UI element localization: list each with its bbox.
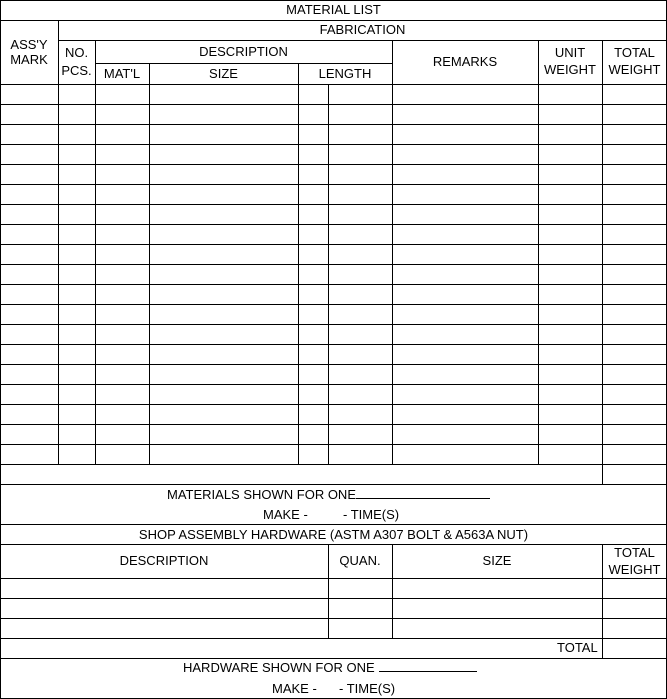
title-divider [0,20,667,21]
hardware-cell-quan[interactable] [329,599,392,618]
col-divider-matl-header [149,63,150,84]
material-cell-total-weight[interactable] [603,245,667,264]
material-cell-matl[interactable] [96,105,149,124]
material-cell-matl[interactable] [96,365,149,384]
material-cell-assy-mark[interactable] [1,125,58,144]
hardware-cell-total-weight[interactable] [603,579,667,598]
material-cell-length-b[interactable] [329,325,392,344]
material-cell-assy-mark[interactable] [1,205,58,224]
material-cell-length-b[interactable] [329,125,392,144]
material-cell-no-pcs[interactable] [59,385,95,404]
material-cell-size[interactable] [150,225,298,244]
material-cell-total-weight[interactable] [603,345,667,364]
material-cell-matl[interactable] [96,145,149,164]
hardware-times-label: - TIME(S) [339,681,396,696]
material-cell-matl[interactable] [96,225,149,244]
material-cell-total-weight[interactable] [603,125,667,144]
material-cell-remarks[interactable] [393,385,538,404]
materials-make-label: MAKE - [263,507,308,522]
hardware-cell-quan[interactable] [329,579,392,598]
col-divider-unit-weight-header [602,40,603,84]
total-weight-header-line2: WEIGHT [608,62,661,77]
material-cell-length-b[interactable] [329,265,392,284]
material-cell-length-a[interactable] [299,445,328,464]
material-cell-no-pcs[interactable] [59,185,95,204]
material-cell-assy-mark[interactable] [1,265,58,284]
hardware-cell-description[interactable] [1,579,328,598]
material-cell-total-weight[interactable] [603,385,667,404]
material-cell-no-pcs[interactable] [59,285,95,304]
material-cell-size[interactable] [150,445,298,464]
material-cell-matl[interactable] [96,325,149,344]
material-cell-assy-mark[interactable] [1,445,58,464]
hardware-cell-description[interactable] [1,599,328,618]
material-cell-assy-mark[interactable] [1,185,58,204]
col-divider-remarks-header [538,40,539,84]
material-cell-no-pcs[interactable] [59,165,95,184]
materials-footer-top [0,484,667,485]
material-cell-total-weight[interactable] [603,185,667,204]
material-cell-no-pcs[interactable] [59,265,95,284]
matl-header: MAT'L [103,66,141,81]
hardware-title-top [0,524,667,525]
material-cell-unit-weight[interactable] [539,225,602,244]
material-cell-remarks[interactable] [393,205,538,224]
description-header: DESCRIPTION [199,44,288,59]
material-cell-unit-weight[interactable] [539,405,602,424]
material-cell-length-b[interactable] [329,205,392,224]
material-cell-size[interactable] [150,325,298,344]
material-cell-no-pcs[interactable] [59,405,95,424]
material-cell-size[interactable] [150,345,298,364]
materials-times-label: - TIME(S) [343,507,400,522]
assy-mark-header-line1: ASS'Y [10,37,48,52]
hardware-total-value-cell[interactable] [602,638,667,658]
material-cell-matl[interactable] [96,125,149,144]
material-cell-length-a[interactable] [299,205,328,224]
no-pcs-header-line2: PCS. [61,63,92,78]
material-cell-remarks[interactable] [393,305,538,324]
material-cell-no-pcs[interactable] [59,305,95,324]
material-cell-total-weight[interactable] [603,325,667,344]
material-cell-unit-weight[interactable] [539,385,602,404]
material-cell-size[interactable] [150,165,298,184]
material-cell-remarks[interactable] [393,325,538,344]
material-cell-size[interactable] [150,365,298,384]
material-list-title: MATERIAL LIST [286,2,381,17]
material-cell-remarks[interactable] [393,185,538,204]
material-cell-remarks[interactable] [393,425,538,444]
material-cell-no-pcs[interactable] [59,125,95,144]
material-cell-length-b[interactable] [329,445,392,464]
material-cell-length-b[interactable] [329,365,392,384]
material-cell-remarks[interactable] [393,365,538,384]
material-cell-length-a[interactable] [299,105,328,124]
material-cell-length-a[interactable] [299,405,328,424]
material-cell-size[interactable] [150,425,298,444]
material-cell-assy-mark[interactable] [1,305,58,324]
material-row-line [0,464,667,465]
material-cell-remarks[interactable] [393,265,538,284]
material-cell-length-a[interactable] [299,85,328,104]
material-cell-size[interactable] [150,305,298,324]
material-cell-length-a[interactable] [299,325,328,344]
material-cell-unit-weight[interactable] [539,265,602,284]
material-cell-length-b[interactable] [329,245,392,264]
assy-mark-header-line2: MARK [10,52,48,67]
material-cell-remarks[interactable] [393,405,538,424]
material-cell-unit-weight[interactable] [539,85,602,104]
material-cell-length-a[interactable] [299,225,328,244]
material-cell-unit-weight[interactable] [539,305,602,324]
material-cell-length-a[interactable] [299,185,328,204]
material-cell-length-b[interactable] [329,305,392,324]
material-cell-unit-weight[interactable] [539,125,602,144]
material-cell-no-pcs[interactable] [59,425,95,444]
material-cell-matl[interactable] [96,165,149,184]
material-cell-length-b[interactable] [329,385,392,404]
material-cell-assy-mark[interactable] [1,85,58,104]
material-cell-length-b[interactable] [329,85,392,104]
material-cell-assy-mark[interactable] [1,425,58,444]
hardware-footer-top [0,658,667,659]
material-cell-matl[interactable] [96,305,149,324]
material-cell-assy-mark[interactable] [1,165,58,184]
hardware-header-top [0,544,667,545]
material-cell-unit-weight[interactable] [539,185,602,204]
material-cell-matl[interactable] [96,85,149,104]
material-cell-size[interactable] [150,105,298,124]
col-divider-no-pcs-header [95,40,96,84]
material-cell-length-a[interactable] [299,265,328,284]
material-cell-length-a[interactable] [299,165,328,184]
material-cell-size[interactable] [150,205,298,224]
material-cell-remarks[interactable] [393,125,538,144]
material-cell-matl[interactable] [96,445,149,464]
material-cell-total-weight[interactable] [603,305,667,324]
material-cell-matl[interactable] [96,185,149,204]
materials-shown-for-one-label: MATERIALS SHOWN FOR ONE [167,487,356,502]
material-cell-assy-mark[interactable] [1,285,58,304]
material-cell-length-a[interactable] [299,345,328,364]
material-cell-length-b[interactable] [329,165,392,184]
material-cell-length-a[interactable] [299,365,328,384]
material-cell-total-weight[interactable] [603,225,667,244]
material-cell-matl[interactable] [96,385,149,404]
size-header: SIZE [209,66,238,81]
material-cell-size[interactable] [150,125,298,144]
material-cell-length-a[interactable] [299,285,328,304]
hardware-size-header: SIZE [482,553,512,568]
material-cell-unit-weight[interactable] [539,245,602,264]
material-cell-remarks[interactable] [393,145,538,164]
material-cell-unit-weight[interactable] [539,145,602,164]
material-cell-unit-weight[interactable] [539,285,602,304]
material-cell-length-b[interactable] [329,425,392,444]
material-cell-size[interactable] [150,385,298,404]
material-cell-size[interactable] [150,265,298,284]
hardware-rows-bottom [0,638,667,639]
material-cell-unit-weight[interactable] [539,205,602,224]
hardware-total-label: TOTAL [557,640,598,655]
material-cell-remarks[interactable] [393,165,538,184]
material-cell-no-pcs[interactable] [59,345,95,364]
material-cell-no-pcs[interactable] [59,105,95,124]
materials-shown-for-one [167,488,490,502]
material-cell-no-pcs[interactable] [59,365,95,384]
material-cell-no-pcs[interactable] [59,85,95,104]
material-cell-matl[interactable] [96,265,149,284]
material-cell-total-weight[interactable] [603,85,667,104]
hardware-description-header: DESCRIPTION [119,553,209,568]
material-cell-size[interactable] [150,285,298,304]
hardware-shown-for-one-label: HARDWARE SHOWN FOR ONE [183,660,375,675]
hardware-cell-quan[interactable] [329,619,392,638]
material-cell-assy-mark[interactable] [1,385,58,404]
hardware-cell-size[interactable] [393,619,602,638]
material-cell-total-weight[interactable] [603,365,667,384]
material-cell-assy-mark[interactable] [1,105,58,124]
material-cell-matl[interactable] [96,245,149,264]
material-cell-no-pcs[interactable] [59,445,95,464]
material-cell-size[interactable] [150,245,298,264]
material-cell-assy-mark[interactable] [1,225,58,244]
material-cell-matl[interactable] [96,285,149,304]
material-cell-assy-mark[interactable] [1,345,58,364]
material-cell-total-weight[interactable] [603,285,667,304]
col-divider-size-header [298,63,299,84]
material-cell-length-b[interactable] [329,345,392,364]
hardware-cell-size[interactable] [393,579,602,598]
material-cell-length-a[interactable] [299,425,328,444]
material-cell-assy-mark[interactable] [1,145,58,164]
material-cell-no-pcs[interactable] [59,325,95,344]
material-cell-unit-weight[interactable] [539,345,602,364]
remarks-header: REMARKS [432,54,498,69]
material-cell-size[interactable] [150,405,298,424]
total-weight-header-line1: TOTAL [614,45,655,60]
material-cell-length-b[interactable] [329,145,392,164]
hardware-total-weight-line2: WEIGHT [608,562,661,577]
fabrication-divider [58,40,667,41]
hardware-cell-total-weight[interactable] [603,619,667,638]
material-cell-remarks[interactable] [393,85,538,104]
hardware-cell-description[interactable] [1,619,328,638]
material-grand-total-cell[interactable] [603,465,666,484]
material-cell-unit-weight[interactable] [539,425,602,444]
material-cell-remarks[interactable] [393,445,538,464]
material-cell-unit-weight[interactable] [539,445,602,464]
no-pcs-header-line1: NO. [64,45,89,60]
hardware-total-divider [602,638,603,658]
material-cell-length-b[interactable] [329,405,392,424]
material-cell-assy-mark[interactable] [1,325,58,344]
material-cell-total-weight[interactable] [603,105,667,124]
material-cell-matl[interactable] [96,405,149,424]
hardware-make-label: MAKE - [272,681,317,696]
material-cell-length-b[interactable] [329,285,392,304]
material-cell-total-weight[interactable] [603,165,667,184]
material-cell-matl[interactable] [96,425,149,444]
material-cell-unit-weight[interactable] [539,325,602,344]
material-cell-total-weight[interactable] [603,265,667,284]
fabrication-title: FABRICATION [319,22,406,37]
material-cell-remarks[interactable] [393,345,538,364]
hardware-cell-size[interactable] [393,599,602,618]
material-cell-remarks[interactable] [393,105,538,124]
material-cell-no-pcs[interactable] [59,205,95,224]
length-header: LENGTH [318,66,372,81]
material-cell-assy-mark[interactable] [1,405,58,424]
material-cell-length-b[interactable] [329,225,392,244]
material-cell-assy-mark[interactable] [1,245,58,264]
material-cell-length-a[interactable] [299,245,328,264]
material-cell-total-weight[interactable] [603,405,667,424]
material-cell-matl[interactable] [96,205,149,224]
hardware-cell-total-weight[interactable] [603,599,667,618]
hardware-title: SHOP ASSEMBLY HARDWARE (ASTM A307 BOLT & A563A NUT) [138,527,529,542]
material-cell-total-weight[interactable] [603,205,667,224]
material-cell-no-pcs[interactable] [59,245,95,264]
col-divider-description-header [392,40,393,84]
material-cell-length-b[interactable] [329,185,392,204]
hardware-shown-for-one [183,661,477,675]
material-cell-length-a[interactable] [299,125,328,144]
material-cell-matl[interactable] [96,345,149,364]
material-cell-length-a[interactable] [299,305,328,324]
material-cell-total-weight[interactable] [603,445,667,464]
unit-weight-header-line2: WEIGHT [544,62,596,77]
frame-top [0,0,667,1]
unit-weight-header-line1: UNIT [554,45,586,60]
material-cell-unit-weight[interactable] [539,165,602,184]
material-cell-length-a[interactable] [299,145,328,164]
material-cell-length-b[interactable] [329,105,392,124]
material-cell-size[interactable] [150,145,298,164]
description-divider [95,63,392,64]
material-cell-unit-weight[interactable] [539,105,602,124]
material-cell-unit-weight[interactable] [539,365,602,384]
material-cell-remarks[interactable] [393,285,538,304]
hardware-shown-for-one-blank[interactable] [379,671,477,672]
material-cell-size[interactable] [150,185,298,204]
material-cell-remarks[interactable] [393,225,538,244]
material-cell-total-weight[interactable] [603,145,667,164]
material-cell-length-a[interactable] [299,385,328,404]
col-divider-assy-mark-header [58,20,59,84]
materials-shown-for-one-blank[interactable] [356,498,490,499]
material-cell-remarks[interactable] [393,245,538,264]
material-cell-no-pcs[interactable] [59,225,95,244]
material-cell-no-pcs[interactable] [59,145,95,164]
hardware-quan-header: QUAN. [339,553,381,568]
material-cell-assy-mark[interactable] [1,365,58,384]
hardware-total-weight-line1: TOTAL [614,545,655,560]
material-cell-size[interactable] [150,85,298,104]
material-cell-total-weight[interactable] [603,425,667,444]
